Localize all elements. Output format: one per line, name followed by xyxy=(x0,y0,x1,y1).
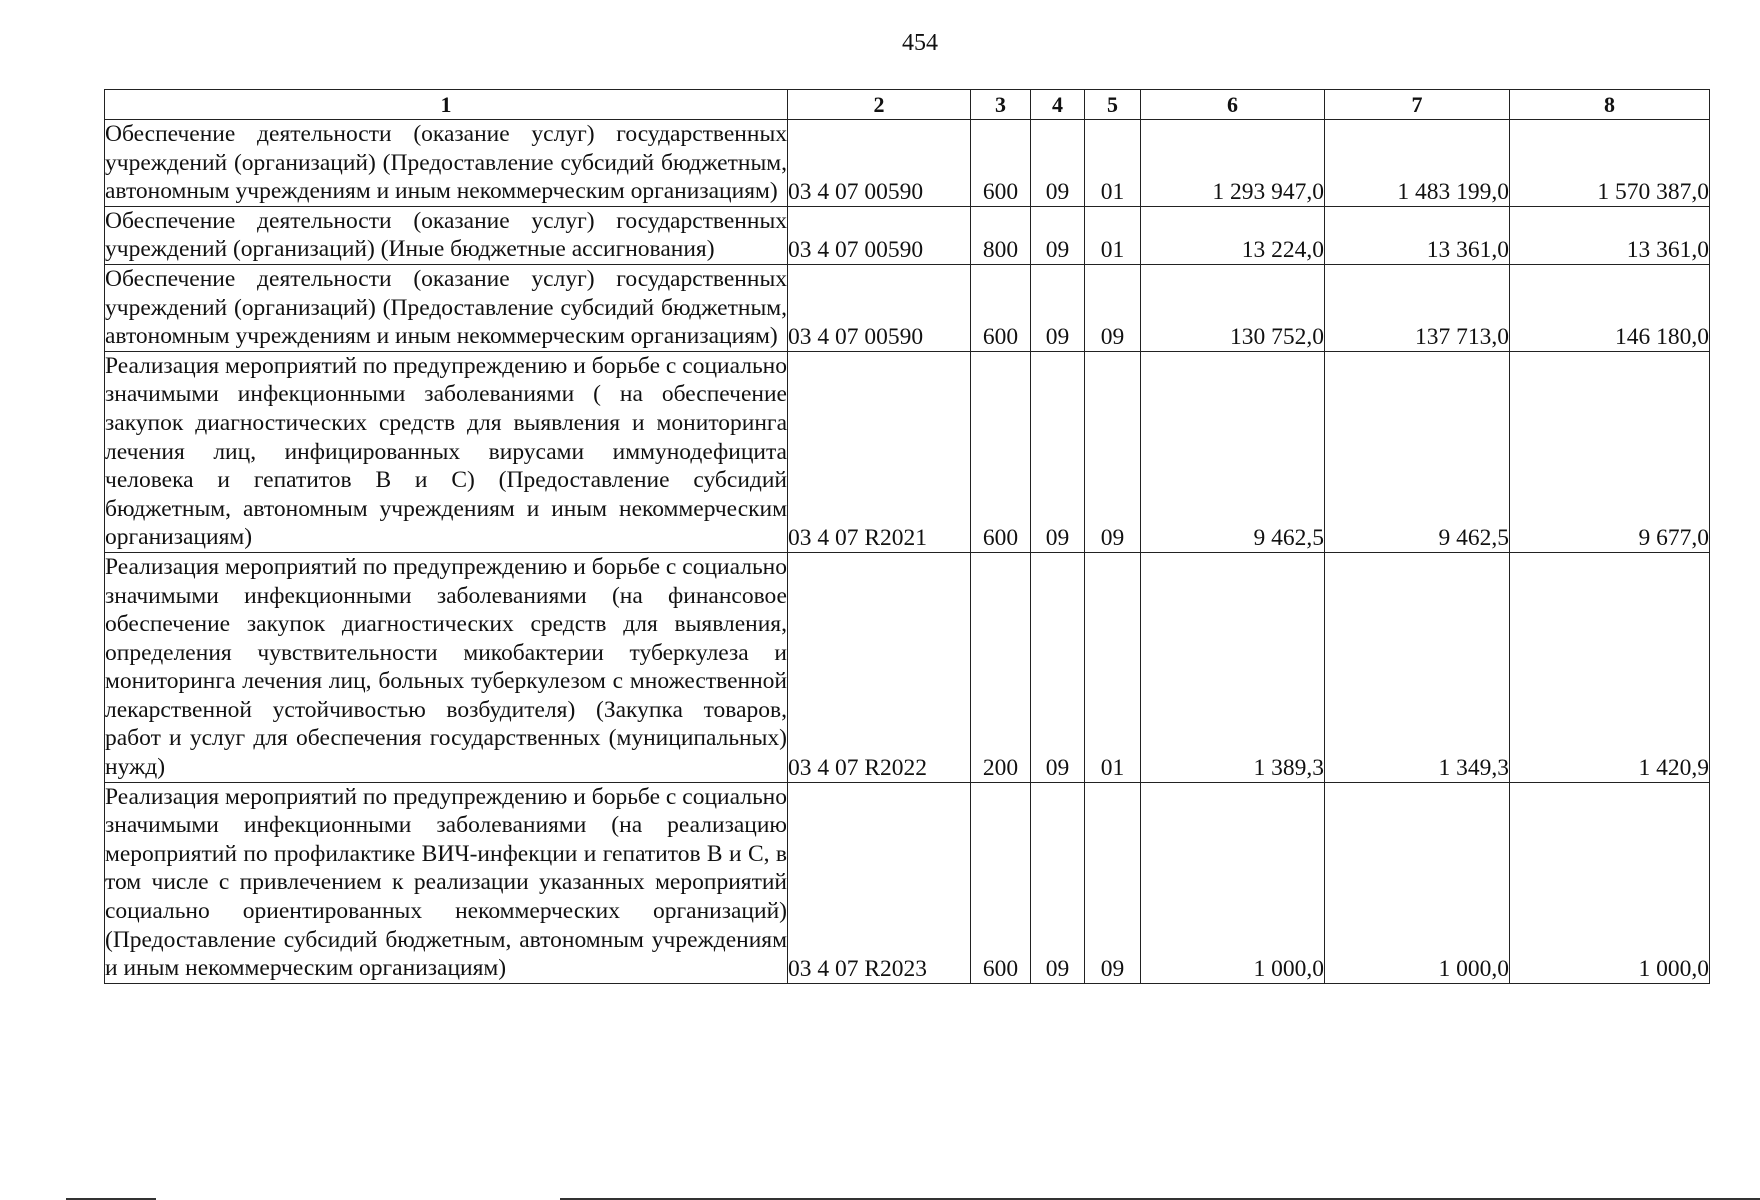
table-row xyxy=(105,120,1710,207)
expense-type-code: 600 xyxy=(971,351,1031,552)
subsection-code: 01 xyxy=(1085,120,1141,207)
column-header: 2 xyxy=(788,90,971,120)
expense-type-code: 600 xyxy=(971,264,1031,351)
section-code: 09 xyxy=(1031,552,1085,782)
amount-col6: 13 224,0 xyxy=(1141,206,1325,264)
amount-col6: 1 389,3 xyxy=(1141,552,1325,782)
target-article-code: 03 4 07 R2021 xyxy=(788,351,971,552)
column-header: 6 xyxy=(1141,90,1325,120)
expense-type-code: 600 xyxy=(971,120,1031,207)
column-header: 1 xyxy=(105,90,788,120)
expense-name: Обеспечение деятельности (оказание услуг) государственных учреждений (организаций) (Предоставление субсидий бюджетным, автономным учреждениям и иным некоммерческим организациям) xyxy=(105,120,788,207)
amount-col8: 9 677,0 xyxy=(1510,351,1710,552)
section-code: 09 xyxy=(1031,782,1085,983)
section-code: 09 xyxy=(1031,351,1085,552)
amount-col7: 1 483 199,0 xyxy=(1325,120,1510,207)
expense-name: Реализация мероприятий по предупреждению и борьбе с социально значимыми инфекционными заболеваниями ( на обеспечение закупок диагностических средств для выявления и мониторинга лечения лиц, инфицированных вирусами иммунодефицита человека и гепатитов В и С) (Предоставление субсидий бюджетным, автономным учреждениям и иным некоммерческим организациям) xyxy=(105,351,788,552)
subsection-code: 01 xyxy=(1085,552,1141,782)
target-article-code: 03 4 07 00590 xyxy=(788,264,971,351)
expense-type-code: 600 xyxy=(971,782,1031,983)
budget-table xyxy=(104,89,1710,984)
table-row xyxy=(105,351,1710,552)
header-row xyxy=(105,90,1710,120)
expense-name: Обеспечение деятельности (оказание услуг) государственных учреждений (организаций) (Предоставление субсидий бюджетным, автономным учреждениям и иным некоммерческим организациям) xyxy=(105,264,788,351)
amount-col7: 1 349,3 xyxy=(1325,552,1510,782)
column-header: 4 xyxy=(1031,90,1085,120)
section-code: 09 xyxy=(1031,120,1085,207)
table-row xyxy=(105,264,1710,351)
amount-col6: 1 293 947,0 xyxy=(1141,120,1325,207)
page-number: 454 xyxy=(902,30,938,56)
subsection-code: 09 xyxy=(1085,351,1141,552)
amount-col6: 1 000,0 xyxy=(1141,782,1325,983)
table-row xyxy=(105,206,1710,264)
amount-col6: 130 752,0 xyxy=(1141,264,1325,351)
amount-col8: 1 570 387,0 xyxy=(1510,120,1710,207)
section-code: 09 xyxy=(1031,206,1085,264)
column-header: 3 xyxy=(971,90,1031,120)
subsection-code: 09 xyxy=(1085,782,1141,983)
expense-name: Обеспечение деятельности (оказание услуг) государственных учреждений (организаций) (Иные бюджетные ассигнования) xyxy=(105,206,788,264)
amount-col7: 137 713,0 xyxy=(1325,264,1510,351)
target-article-code: 03 4 07 R2023 xyxy=(788,782,971,983)
column-header: 5 xyxy=(1085,90,1141,120)
target-article-code: 03 4 07 R2022 xyxy=(788,552,971,782)
target-article-code: 03 4 07 00590 xyxy=(788,206,971,264)
column-header: 7 xyxy=(1325,90,1510,120)
amount-col7: 1 000,0 xyxy=(1325,782,1510,983)
expense-type-code: 200 xyxy=(971,552,1031,782)
target-article-code: 03 4 07 00590 xyxy=(788,120,971,207)
expense-name: Реализация мероприятий по предупреждению и борьбе с социально значимыми инфекционными заболеваниями (на финансовое обеспечение закупок диагностических средств для выявления, определения чувствительности микобактерии туберкулеза и мониторинга лечения лиц, больных туберкулезом с множественной лекарственной устойчивостью возбудителя) (Закупка товаров, работ и услуг для обеспечения государственных (муниципальных) нужд) xyxy=(105,552,788,782)
amount-col6: 9 462,5 xyxy=(1141,351,1325,552)
amount-col8: 13 361,0 xyxy=(1510,206,1710,264)
amount-col8: 1 420,9 xyxy=(1510,552,1710,782)
amount-col8: 146 180,0 xyxy=(1510,264,1710,351)
column-header: 8 xyxy=(1510,90,1710,120)
expense-type-code: 800 xyxy=(971,206,1031,264)
amount-col8: 1 000,0 xyxy=(1510,782,1710,983)
amount-col7: 9 462,5 xyxy=(1325,351,1510,552)
table-row xyxy=(105,782,1710,983)
expense-name: Реализация мероприятий по предупреждению и борьбе с социально значимыми инфекционными заболеваниями (на реализацию мероприятий по профилактике ВИЧ-инфекции и гепатитов В и С, в том числе с привлечением к реализации указанных мероприятий социально ориентированных некоммерческих организаций) (Предоставление субсидий бюджетным, автономным учреждениям и иным некоммерческим организациям) xyxy=(105,782,788,983)
subsection-code: 01 xyxy=(1085,206,1141,264)
subsection-code: 09 xyxy=(1085,264,1141,351)
amount-col7: 13 361,0 xyxy=(1325,206,1510,264)
section-code: 09 xyxy=(1031,264,1085,351)
table-row xyxy=(105,552,1710,782)
